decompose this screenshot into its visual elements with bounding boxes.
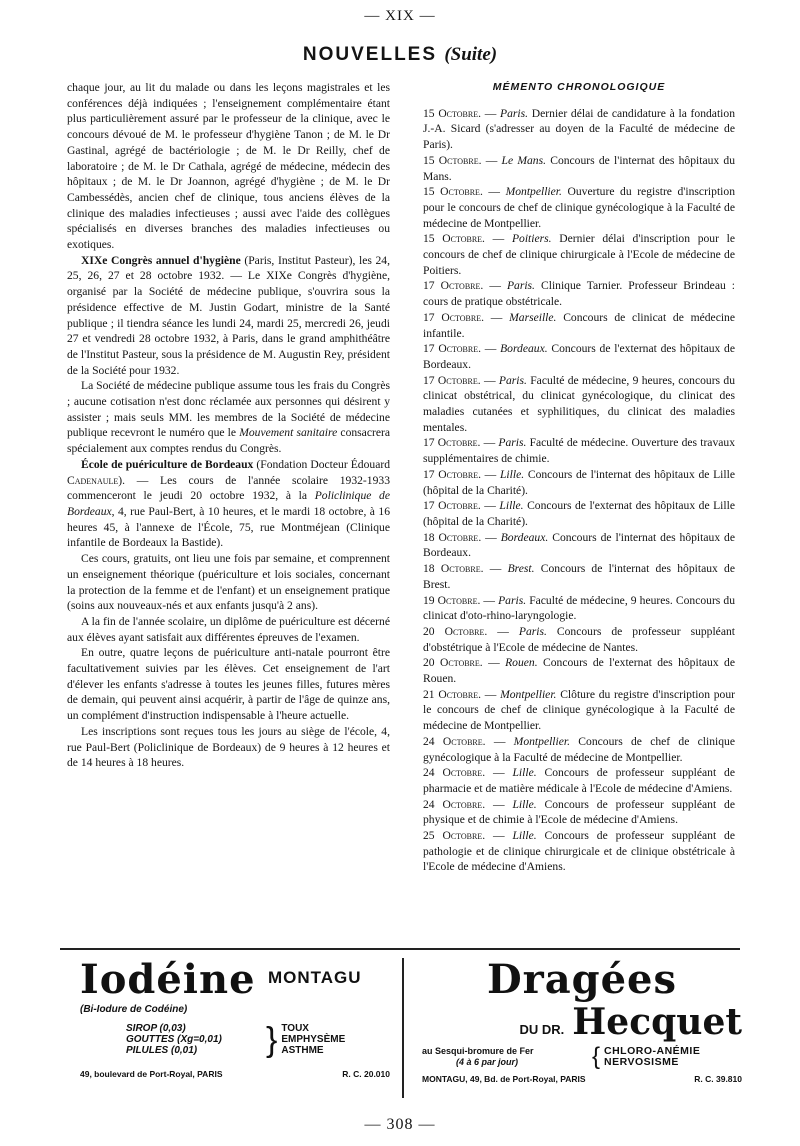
paragraph-clinic: chaque jour, au lit du malade ou dans les leçons magistrales et les conférences déjà indiquées ; l'enseignement complémentaire étant plus particulièrement assuré par le professeur de la clinique, avec le concours dévoué de M. le professeur d'hygiène Tanon ; de M. le Dr Gastinal, agrégé de bactériologie ; de M. le Dr Reilly, chef de laboratoire ; de M. le Dr Cathala, agrégé de médecine, médecin des hôpitaux ; de M. le Dr Joannon, agrégé d'hygiène ; de M. le Dr Cambessédès, ancien chef de clinique, tous anciens élèves de la clinique des maladies infectieuses ; aussi avec l'aide des collègues spécialisés en diverses branches des maladies infectieuses ou exotiques. [67,81,390,252]
entry-date: 15 Octobre. [423,106,481,120]
entry-date: 17 Octobre. [423,499,481,513]
paragraph-outre: En outre, quatre leçons de puériculture anti-natale pourront être facultativement suivies par les élèves. Cet enseignement de l'art d'élever les enfants s'adresse à toutes les jeunes filles, futures mères de demain, qui peuvent ainsi acquérir, à partir de l'âge de quinze ans, un complément d'instruction indispensable à l'heure actuelle. [67,646,390,723]
page-title [0,44,800,66]
iodeine-registration: R. C. 20.010 [342,1069,390,1079]
entry-date: 17 Octobre. [423,279,484,293]
memento-entry: 15 Octobre. — Le Mans. Concours de l'internat des hôpitaux du Mans. [423,153,735,183]
paragraph-inscriptions: Les inscriptions sont reçues tous les jours au siège de l'école, 4, rue Paul-Bert (Policlinique de Bordeaux) de 9 heures à 12 heures et de 14 heures à 18 heures. [67,724,390,770]
iodeine-details [80,1023,390,1057]
entry-text: Concours de l'internat des hôpitaux du Mans. [423,153,735,183]
title-suite: (Suite) [444,44,498,65]
entry-text: Concours de professeur suppléant d'obstétrique à l'Ecole de médecine de Nantes. [423,624,735,654]
entry-city: Lille. [499,467,525,481]
entry-city: Bordeaux. [500,342,548,356]
entry-city: Lille. [499,499,524,513]
right-column [423,80,735,875]
hecquet-indications [604,1046,700,1068]
entry-city: Paris. [498,373,527,387]
entry-text: Concours de professeur suppléant de physique et de chimie à l'Ecole de médecine d'Amiens. [423,797,736,827]
entry-city: Lille. [512,797,537,811]
title-text: NOUVELLES [302,44,438,65]
entry-city: Marseille. [509,310,557,324]
entry-city: Rouen. [505,656,538,670]
iodeine-maker: MONTAGU [268,968,362,987]
memento-entry: 15 Octobre. — Poitiers. Dernier délai d'inscription pour le concours de chef de clinique chirurgicale à l'Ecole de médecine de Poitiers. [423,232,736,277]
entry-city: Lille. [512,766,537,780]
entry-text: Concours de l'internat des hôpitaux de Lille (hôpital de la Charité). [423,467,735,497]
entry-date: 18 Octobre. [423,562,484,576]
iodeine-subtitle: (Bi-Iodure de Codéine) [80,1004,188,1015]
entry-text: Clôture du registre d'inscription pour le concours de chef de clinique gynécologique à la Faculté de médecine de Montpellier. [423,687,735,733]
paragraph-congres [67,253,390,379]
entry-text: Concours de l'externat des hôpitaux de Bordeaux. [423,342,736,371]
hecquet-composition [422,1046,592,1068]
form-gouttes: GOUTTES (Xg=0,01) [126,1034,222,1045]
memento-entry: 17 Octobre. — Paris. Faculté de médecine, 9 heures, concours du clinicat obstétrical, du clinicat gynécologique, du clinicat des maladies cutanées et syphilitiques, du clinicat des maladies mentales. [423,373,735,434]
memento-entry: 17 Octobre. — Marseille. Concours de clinicat de médecine infantile. [423,310,736,340]
indication-toux: TOUX [281,1023,309,1034]
entry-city: Montpellier. [513,734,571,748]
memento-entry: 15 Octobre. — Paris. Dernier délai de candidature à la fondation J.-A. Sicard (s'adresser au doyen de la Faculté de médecine de Paris). [423,106,735,152]
iodeine-footer [80,1069,390,1079]
societe-journal: Mouvement sanitaire [239,426,338,440]
entry-date: 21 Octobre. [423,687,482,701]
memento-entry: 20 Octobre. — Rouen. Concours de l'externat des hôpitaux de Rouen. [423,656,735,686]
entry-date: 17 Octobre. [423,342,482,356]
entry-city: Paris. [506,279,535,293]
memento-entry: 24 Octobre. — Lille. Concours de professeur suppléant de pharmacie et de matière médicale à l'Ecole de médecine d'Amiens. [423,766,736,795]
memento-entry: 21 Octobre. — Montpellier. Clôture du registre d'inscription pour le concours de chef de clinique gynécologique à la Faculté de médecine de Montpellier. [423,687,735,733]
iodeine-brand: Iodéine [80,956,256,1003]
hecquet-footer [422,1074,742,1084]
entry-date: 24 Octobre. [423,797,486,811]
memento-entry: 18 Octobre. — Brest. Concours de l'internat des hôpitaux de Brest. [423,562,735,591]
entry-city: Montpellier. [500,687,557,701]
form-sirop: SIROP (0,03) [126,1023,186,1034]
form-pilules: PILULES (0,01) [126,1045,198,1056]
page-number: — 308 — [364,1116,436,1133]
entry-text: Faculté de médecine, 9 heures. Concours du clinicat d'oto-rhino-laryngologie. [423,593,735,623]
entry-date: 18 Octobre. [423,530,482,544]
indication-chloro-anemie: CHLORO-ANÉMIE [604,1045,701,1057]
dragees-brand: Dragées [486,956,678,1003]
ads-divider [60,948,740,950]
memento-entry: 17 Octobre. — Bordeaux. Concours de l'externat des hôpitaux de Bordeaux. [423,342,736,371]
paragraph-societe [67,378,390,457]
iodeine-advertisement [80,956,390,1095]
memento-entry: 25 Octobre. — Lille. Concours de professeur suppléant de pathologie et de clinique chirurgicale et de clinique obstétricale à l'Ecole de médecine d'Amiens. [423,829,736,874]
indication-asthme: ASTHME [281,1045,324,1056]
hecquet-composition-line: au Sesqui-bromure de Fer [422,1046,534,1056]
du-dr-label: DU DR. [519,1022,565,1037]
paragraph-diplome: A la fin de l'année scolaire, un diplôme de puériculture est décerné aux élèves ayant satisfait aux différentes épreuves de l'examen. [67,614,390,644]
hecquet-dosage: (4 à 6 par jour) [456,1057,519,1067]
entry-text: Concours de l'internat des hôpitaux de Bordeaux. [423,530,735,560]
ecole-text-b: ). — Les cours de l'année scolaire 1932-1933 commenceront le jeudi 20 octobre 1932, à la [67,473,390,503]
entry-city: Paris. [498,436,527,450]
memento-entry: 15 Octobre. — Montpellier. Ouverture du registre d'inscription pour le concours de chef de clinique gynécologique à la Faculté de médecine de Montpellier. [423,185,735,230]
hecquet-line [422,1001,742,1043]
indication-nervosisme: NERVOSISME [604,1056,679,1068]
memento-entry: 17 Octobre. — Paris. Clinique Tarnier. Professeur Brindeau : cours de pratique obstétricale. [423,279,735,309]
entry-date: 25 Octobre. [423,829,486,843]
hecquet-details [422,1043,742,1070]
memento-entry: 19 Octobre. — Paris. Faculté de médecine, 9 heures. Concours du clinicat d'oto-rhino-laryngologie. [423,593,735,623]
entry-text: Dernier délai de candidature à la fondation J.-A. Sicard (s'adresser au doyen de la Faculté de médecine de Paris). [423,106,735,152]
ads-vertical-divider [402,958,404,1098]
ecole-heading: École de puériculture de Bordeaux [81,457,254,471]
entry-city: Paris. [500,106,529,120]
entry-city: Poitiers. [511,232,552,246]
entry-date: 17 Octobre. [423,373,481,387]
entry-date: 24 Octobre. [423,734,486,748]
entry-city: Brest. [507,562,535,576]
brace-icon: { [592,1043,601,1070]
entry-text: Concours de l'externat des hôpitaux de Rouen. [423,656,735,686]
entry-date: 15 Octobre. [423,232,485,246]
memento-list [423,106,735,875]
entry-date: 15 Octobre. [423,185,483,199]
congres-text: (Paris, Institut Pasteur), les 24, 25, 26, 27 et 28 octobre 1932. — Le XIXe Congrès d'hygiène, organisé par la Société de médecine publique, s'ouvrira sous la présidence effective de M. Justin Godart, ministre de la Santé publique ; il tiendra séance les lundi 24, mardi 25, mercredi 26, jeudi 27 et vendredi 28 octobre 1932, à Paris, dans le grand amphithéâtre de l'Institut Pasteur, sous la présidence de M. Augustin Rey, président de la Société pour 1932. [67,253,390,377]
entry-date: 24 Octobre. [423,766,486,780]
ecole-text-a: (Fondation Docteur Édouard [253,457,391,471]
paragraph-cours: Ces cours, gratuits, ont lieu une fois par semaine, et comprennent un enseignement théorique (puériculture et lois sociales, concernant la protection de la femme et de l'enfant) et un enseignement pratique (soins aux nouveaux-nés et aux enfants jusqu'à 2 ans). [67,552,390,613]
memento-entry: 17 Octobre. — Paris. Faculté de médecine. Ouverture des travaux supplémentaires de chimie. [423,436,735,466]
brace-icon: } [266,1021,278,1059]
congres-heading: XIXe Congrès annuel d'hygiène [81,253,241,267]
indication-emphyseme: EMPHYSÈME [281,1034,346,1045]
entry-text: Concours de professeur suppléant de pathologie et de clinique chirurgicale et de clinique obstétricale à l'Ecole de médecine d'Amiens. [423,829,736,874]
ecole-founder: Cadenaule [67,473,119,487]
societe-text-a: La Société de médecine publique assume tous les frais du Congrès ; aucune cotisation n'est donc réclamée aux personnes qui désirent y assister ; mais seuls MM. les membres de la Société de médecine publique recevront le numéro que le [67,379,390,440]
entry-text: Concours de l'internat des hôpitaux de Brest. [423,562,735,591]
hecquet-registration: R. C. 39.810 [694,1074,742,1084]
entry-text: Concours de chef de clinique gynécologique à la Faculté de médecine de Montpellier. [423,734,735,764]
entry-city: Bordeaux. [500,530,549,544]
entry-date: 17 Octobre. [423,436,481,450]
roman-page-number: — XIX — [364,8,436,24]
entry-date: 20 Octobre. [423,656,483,670]
entry-text: Concours de professeur suppléant de pharmacie et de matière médicale à l'Ecole de médecine d'Amiens. [423,766,736,795]
entry-city: Montpellier. [505,185,562,199]
memento-heading: MÉMENTO CHRONOLOGIQUE [492,81,666,93]
memento-entry: 17 Octobre. — Lille. Concours de l'internat des hôpitaux de Lille (hôpital de la Charité). [423,467,735,497]
entry-text: Dernier délai d'inscription pour le concours de chef de clinique chirurgicale à l'Ecole de médecine de Poitiers. [423,232,736,277]
iodeine-forms [80,1023,266,1057]
iodeine-indications [281,1023,345,1057]
hecquet-address: MONTAGU, 49, Bd. de Port-Royal, PARIS [422,1074,586,1084]
memento-entry: 24 Octobre. — Lille. Concours de professeur suppléant de physique et de chimie à l'Ecole de médecine d'Amiens. [423,797,736,827]
hecquet-advertisement [422,956,742,1095]
entry-text: Ouverture du registre d'inscription pour le concours de chef de clinique gynécologique à la Faculté de médecine de Montpellier. [423,185,735,230]
memento-entry: 20 Octobre. — Paris. Concours de professeur suppléant d'obstétrique à l'Ecole de médecine de Nantes. [423,624,735,654]
ecole-text-c: , 4, rue Paul-Bert, à 10 heures, et le mardi 18 octobre, à 16 heures 45, à l'annexe de l'École, 75, rue Montméjean (Clinique infantile de Bordeaux la Bastide). [67,504,390,550]
entry-text: Concours de clinicat de médecine infantile. [423,310,736,340]
societe-text-b: consacrera spécialement aux comptes rendus du Congrès. [67,426,390,456]
memento-entry: 18 Octobre. — Bordeaux. Concours de l'internat des hôpitaux de Bordeaux. [423,530,735,560]
paragraph-ecole [67,457,390,551]
entry-date: 17 Octobre. [423,467,481,481]
entry-date: 15 Octobre. [423,153,482,167]
hecquet-name: Hecquet [572,1001,742,1043]
entry-date: 20 Octobre. [423,624,488,638]
left-column [67,80,390,771]
entry-city: Le Mans. [501,153,546,167]
memento-entry: 17 Octobre. — Lille. Concours de l'externat des hôpitaux de Lille (hôpital de la Charité). [423,499,735,528]
entry-city: Paris. [518,624,547,638]
memento-entry: 24 Octobre. — Montpellier. Concours de chef de clinique gynécologique à la Faculté de médecine de Montpellier. [423,734,735,764]
entry-text: Concours de l'externat des hôpitaux de Lille (hôpital de la Charité). [423,499,735,528]
entry-city: Paris. [498,593,527,607]
entry-text: Faculté de médecine. Ouverture des travaux supplémentaires de chimie. [423,436,735,466]
entry-date: 19 Octobre. [423,593,481,607]
entry-city: Lille. [512,829,537,843]
ecole-policlinique: Policlinique de Bordeaux [67,489,390,518]
entry-text: Faculté de médecine, 9 heures, concours du clinicat obstétrical, du clinicat gynécologique, du clinicat des maladies cutanées et syphilitiques, du clinicat des maladies mentales. [423,373,735,434]
entry-date: 17 Octobre. [423,310,485,324]
iodeine-address: 49, boulevard de Port-Royal, PARIS [80,1069,223,1079]
entry-text: Clinique Tarnier. Professeur Brindeau : cours de pratique obstétricale. [423,279,735,309]
